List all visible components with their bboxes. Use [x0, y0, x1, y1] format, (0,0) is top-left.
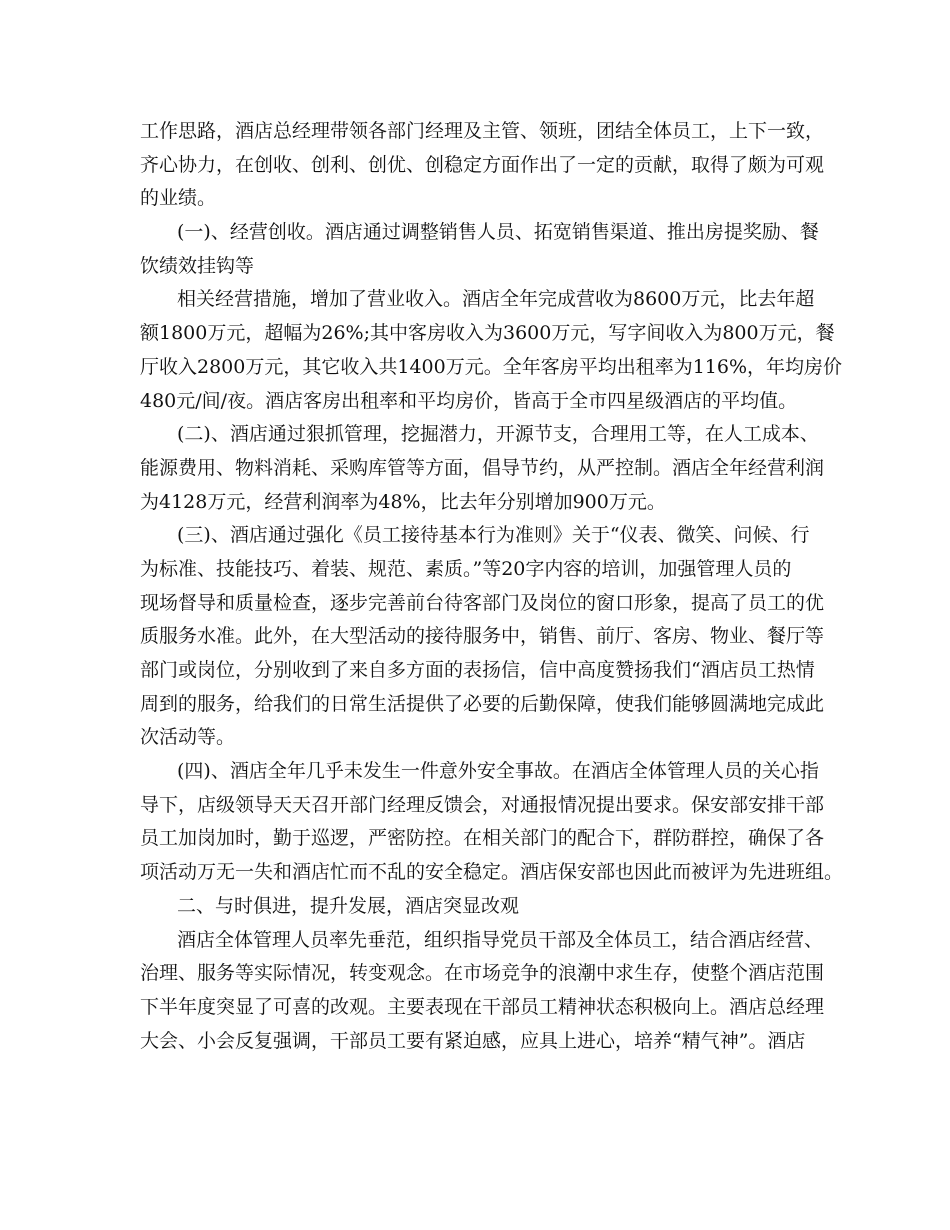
- text-line: 质服务水准。此外，在大型活动的接待服务中，销售、前厅、客房、物业、餐厅等: [140, 625, 825, 648]
- text-line: 项活动万无一失和酒店忙而不乱的安全稳定。酒店保安部也因此而被评为先进班组。: [140, 861, 844, 884]
- text-line: 厅收入2800万元，其它收入共1400万元。全年客房平均出租率为116%，年均房价: [140, 355, 843, 378]
- text-line: 工作思路，酒店总经理带领各部门经理及主管、领班，团结全体员工，上下一致，: [140, 120, 825, 142]
- text-line: 现场督导和质量检查，逐步完善前台待客部门及岗位的窗口形象，提高了员工的优: [140, 591, 825, 614]
- section-heading-3: (三)、酒店通过强化《员工接待基本行为准则》关于“仪表、微笑、问候、行: [177, 524, 810, 547]
- section-heading-4: (四)、酒店全年几乎未发生一件意外安全事故。在酒店全体管理人员的关心指: [177, 760, 819, 783]
- text-line: 为标准、技能技巧、着装、规范、素质。”等20字内容的培训，加强管理人员的: [140, 557, 792, 580]
- body-text: [140, 115, 844, 1058]
- text-line: 导下，店级领导天天召开部门经理反馈会，对通报情况提出要求。保安部安排干部: [140, 793, 825, 816]
- text-line: 额1800万元，超幅为26%;其中客房收入为3600万元，写字间收入为800万元，餐: [140, 322, 835, 345]
- text-line: 员工加岗加时，勤于巡逻，严密防控。在相关部门的配合下，群防群控，确保了各: [140, 827, 825, 850]
- text-line: 能源费用、物料消耗、采购库管等方面，倡导节约，从严控制。酒店全年经营利润: [140, 456, 825, 479]
- text-line: 480元/间/夜。酒店客房出租率和平均房价，皆高于全市四星级酒店的平均值。: [140, 389, 798, 412]
- text-line: 次活动等。: [140, 726, 236, 749]
- text-line: 周到的服务，给我们的日常生活提供了必要的后勤保障，使我们能够圆满地完成此: [140, 692, 825, 715]
- section-heading-2: (二)、酒店通过狠抓管理，挖掘潜力，开源节支，合理用工等，在人工成本、: [177, 423, 819, 446]
- text-line: 齐心协力，在创收、创利、创优、创稳定方面作出了一定的贡献，取得了颇为可观: [140, 153, 825, 176]
- text-line: 相关经营措施，增加了营业收入。酒店全年完成营收为8600万元，比去年超: [177, 288, 815, 311]
- text-line: 饮绩效挂钩等: [140, 254, 255, 277]
- text-line: 部门或岗位，分别收到了来自多方面的表扬信，信中高度赞扬我们“酒店员工热情: [140, 659, 815, 681]
- text-line: 下半年度突显了可喜的改观。主要表现在干部员工精神状态积极向上。酒店总经理: [140, 995, 825, 1018]
- text-line: 治理、服务等实际情况，转变观念。在市场竞争的浪潮中求生存，使整个酒店范围: [140, 962, 825, 985]
- text-line: 酒店全体管理人员率先垂范，组织指导党员干部及全体员工，结合酒店经营、: [177, 928, 824, 951]
- chapter-heading: 二、与时俱进，提升发展，酒店突显改观: [177, 894, 520, 917]
- text-line: 为4128万元，经营利润率为48%，比去年分别增加900万元。: [140, 490, 666, 513]
- section-heading-1: (一)、经营创收。酒店通过调整销售人员、拓宽销售渠道、推出房提奖励、餐: [177, 221, 819, 244]
- text-line: 大会、小会反复强调，干部员工要有紧迫感，应具上进心，培养“精气神”。酒店: [140, 1029, 806, 1052]
- text-line: 的业绩。: [140, 187, 217, 210]
